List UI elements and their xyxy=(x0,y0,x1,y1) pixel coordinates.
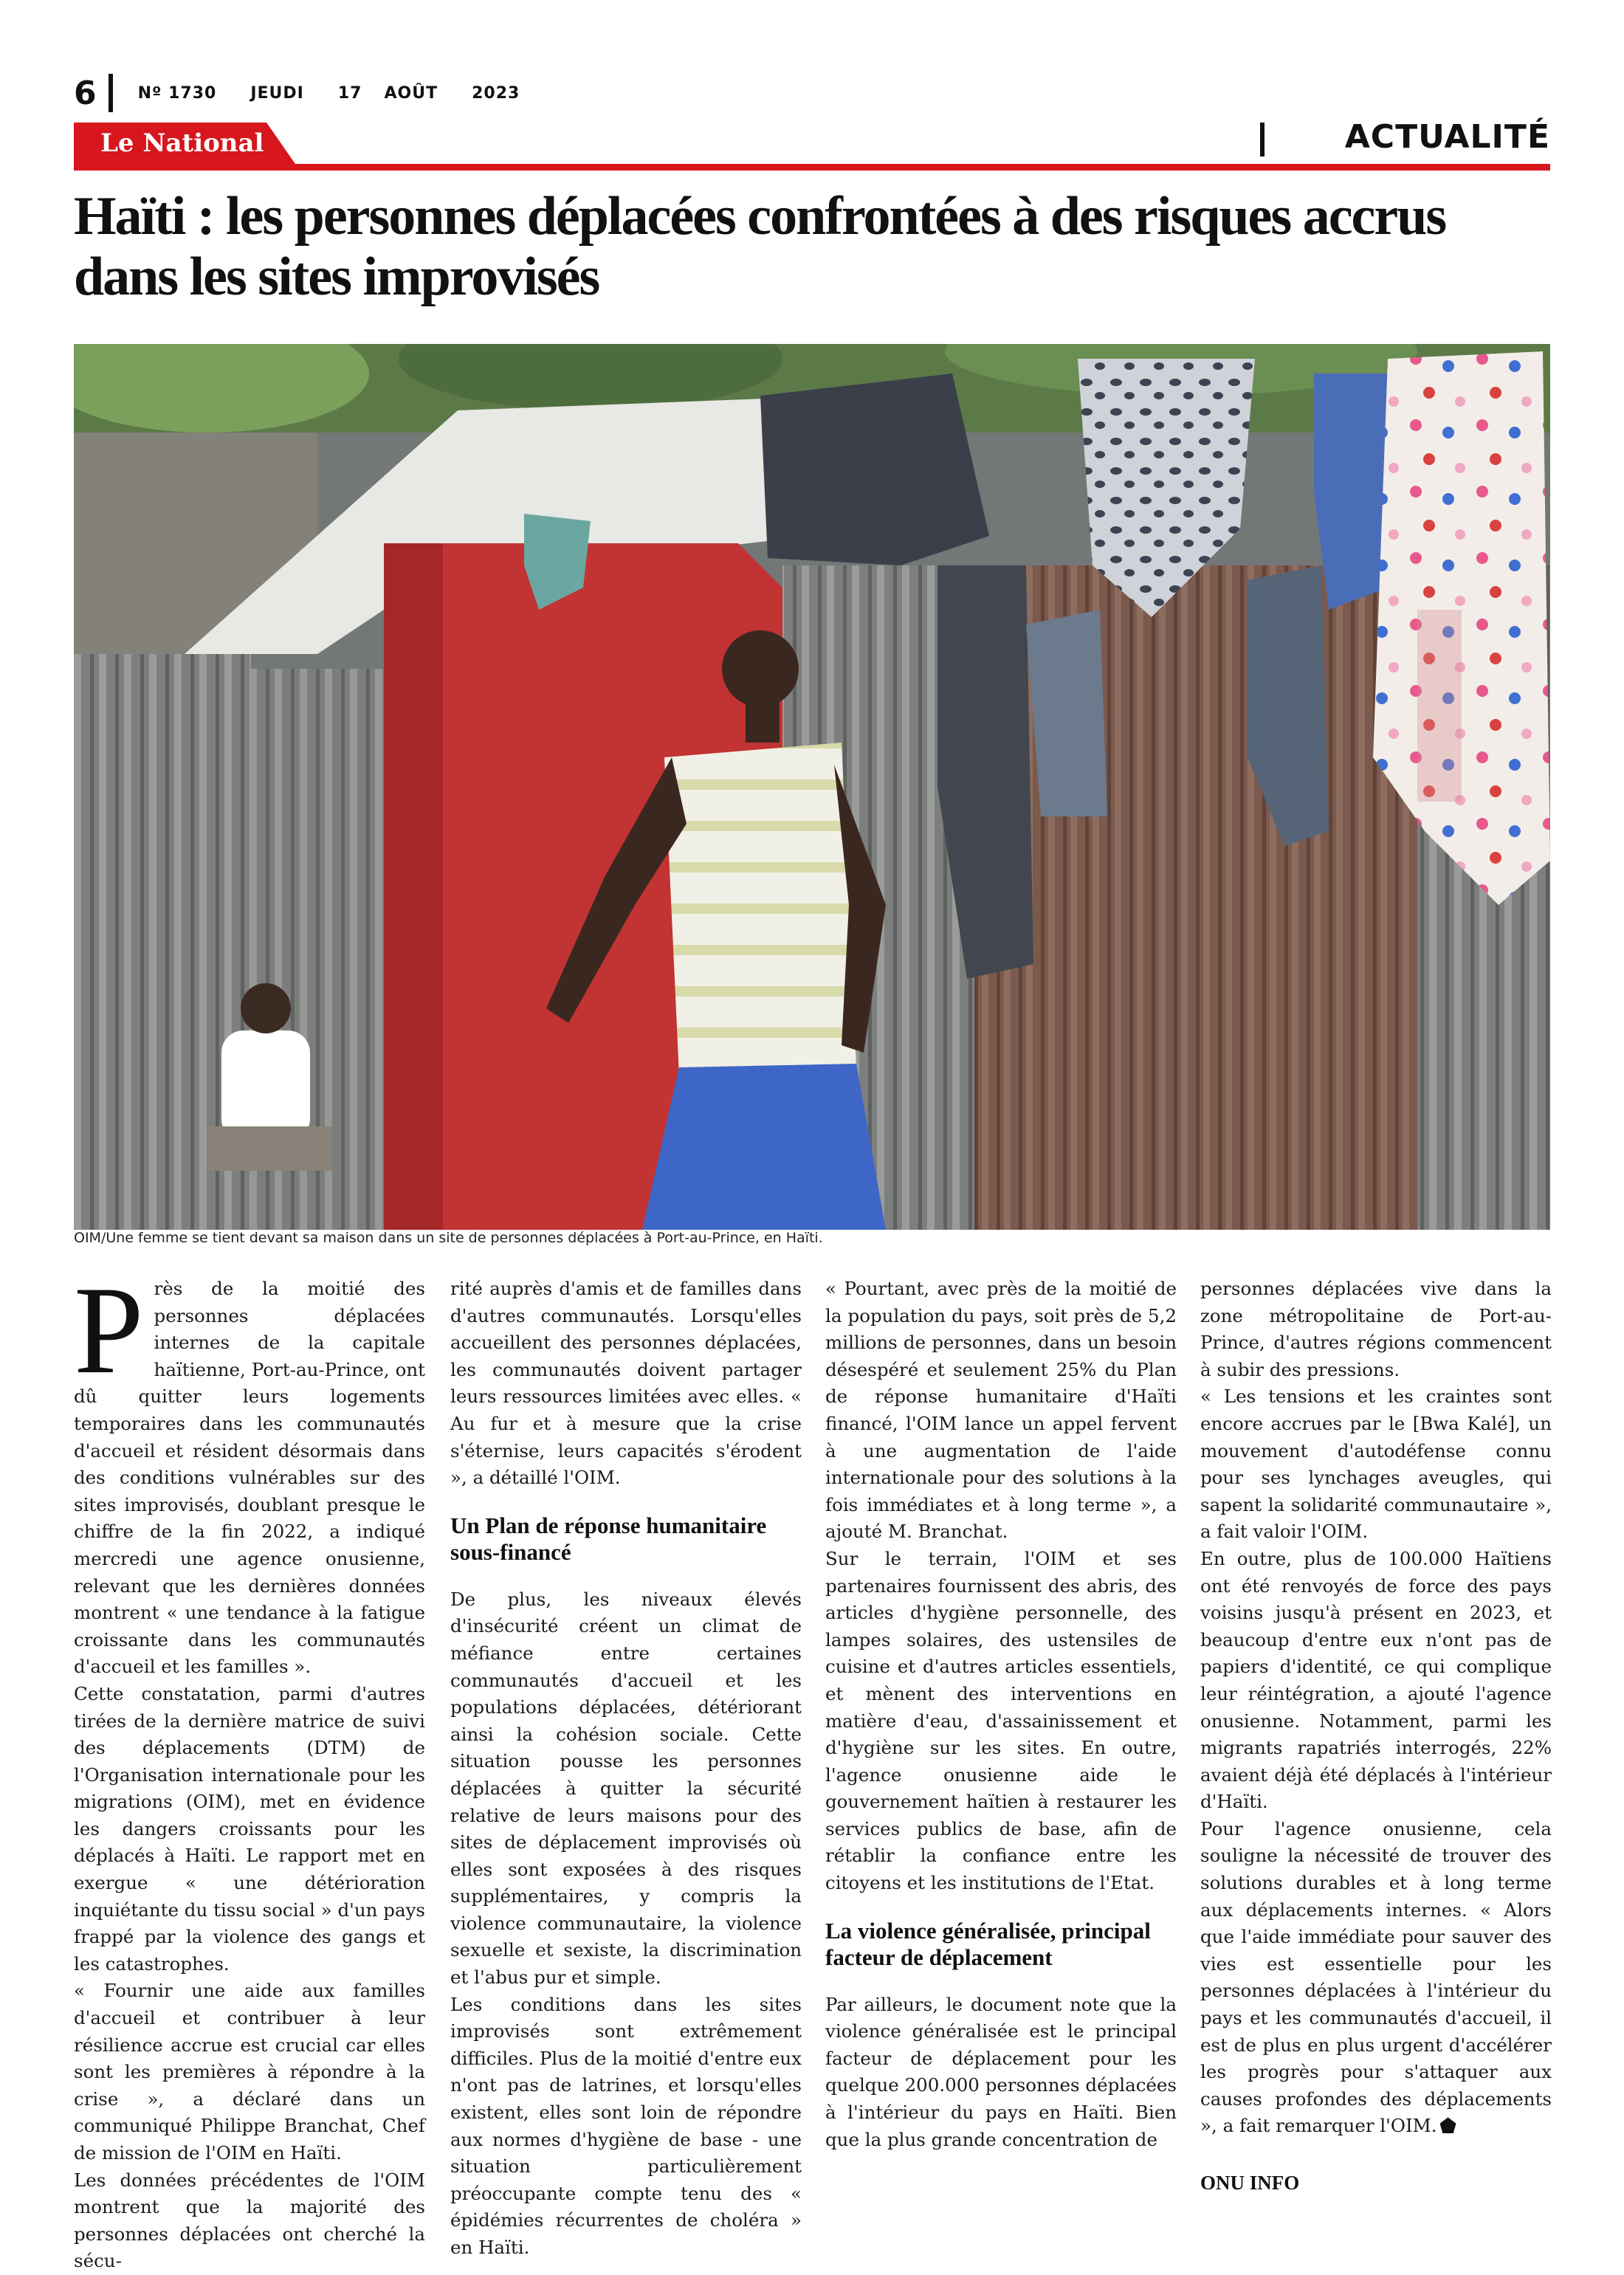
paragraph-with-endmark xyxy=(1200,1816,1552,2140)
paragraph: rité auprès d'amis et de familles dans d'autres communautés. Lorsqu'elles accueillent des personnes déplacées, les communautés doivent partager leurs ressources limitées avec elles. « Au fur et à mesure que la crise s'éternise, leurs capacités s'érodent », a détaillé l'OIM. xyxy=(450,1278,802,1489)
article-column-4 xyxy=(1200,1276,1552,2197)
article-column-2 xyxy=(450,1276,802,2262)
page-number: 6 xyxy=(74,74,97,112)
issue-day: 17 xyxy=(337,83,362,103)
article-photo xyxy=(74,344,1550,1230)
subheading: Un Plan de réponse humanitaire sous-financé xyxy=(450,1512,767,1565)
article-source: ONU INFO xyxy=(1200,2172,1300,2194)
article-headline: Haïti : les personnes déplacées confrontées à des risques accrus dans les sites improvisés xyxy=(74,186,1446,307)
paragraph: Sur le terrain, l'OIM et ses partenaires fournissent des abris, des articles d'hygiène personnelle, des lampes solaires, des ustensiles de cuisine et d'autres articles essentiels, et mènent des interventions en matière d'eau, d'assainissement et d'hygiène sur les sites. En outre, l'agence onusienne aide le gouvernement haïtien à restaurer les services publics de base, afin de rétablir la confiance entre les citoyens et les institutions de l'Etat. xyxy=(825,1547,1177,1894)
paragraph: rès de la moitié des personnes déplacées internes de la capitale haïtienne, Port-au-Prince, ont dû quitter leurs logements temporaires dans les communautés d'accueil et résident désormais dans des conditions vulnérables sur des sites improvisés, doublant presque le chiffre de la fin 2022, a indiqué mercredi une agence onusienne, relevant que les dernières données montrent « une tendance à la fatigue croissante dans les communautés d'accueil et les familles ». xyxy=(74,1278,425,1678)
paragraph: « Fournir une aide aux familles d'accueil et contribuer à leur résilience accrue est crucial car elles sont les premières à répondre à la crise », a déclaré dans un communiqué Philippe Branchat, Chef de mission de l'OIM en Haïti. xyxy=(74,1980,425,2164)
header-divider xyxy=(109,74,113,112)
paragraph: « Les tensions et les craintes sont encore accrues par le [Bwa Kalé], un mouvement d'autodéfense connu pour ses lynchages aveugles, qui sapent la solidarité communautaire », a fait valoir l'OIM. xyxy=(1200,1386,1552,1543)
issue-number: Nº 1730 xyxy=(137,83,217,103)
paragraph-text: Pour l'agence onusienne, cela souligne la nécessité de trouver des solutions durables et à long terme aux déplacements internes. « Alors que l'aide immédiate pour sauver des vies est essentielle pour les personnes déplacées à l'intérieur du pays et les communautés d'accueil, il est de plus en plus urgent d'accélérer les progrès pour s'attaquer aux causes profondes des déplacements », a fait remarquer l'OIM. xyxy=(1200,1817,1552,2137)
paragraph: Les données précédentes de l'OIM montrent que la majorité des personnes déplacées ont cherché la sécu- xyxy=(74,2169,425,2272)
brand-name: Le National xyxy=(100,128,264,158)
paragraph: « Pourtant, avec près de la moitié de la population du pays, soit près de 5,2 millions de personnes, dans un besoin désespéré et seulement 25% du Plan de réponse humanitaire d'Haïti financé, l'OIM lance un appel fervent à une augmentation de l'aide internationale pour des solutions à la fois immédiates et à long terme », a ajouté M. Branchat. xyxy=(825,1278,1177,1543)
issue-month: AOÛT xyxy=(384,83,438,103)
subheading: La violence généralisée, principal facteur de déplacement xyxy=(825,1917,1151,1970)
paragraph: Par ailleurs, le document note que la violence généralisée est le principal facteur de déplacement pour les quelque 200.000 personnes déplacées à l'intérieur du pays en Haïti. Bien que la plus grande concentration de xyxy=(825,1993,1177,2150)
article-column-3 xyxy=(825,1276,1177,2153)
article-column-1 xyxy=(74,1261,425,2275)
header-rule xyxy=(74,164,1550,171)
drop-cap: P xyxy=(74,1261,144,1400)
paragraph: personnes déplacées vive dans la zone métropolitaine de Port-au-Prince, d'autres régions commencent à subir des pressions. xyxy=(1200,1278,1552,1380)
paragraph: Cette constatation, parmi d'autres tirées de la dernière matrice de suivi des déplacements (DTM) de l'Organisation internationale pour les migrations (OIM), met en évidence les dangers croissants pour les déplacés à Haïti. Le rapport met en exergue « une détérioration inquiétante du tissu social » d'un pays frappé par la violence des gangs et les catastrophes. xyxy=(74,1682,425,1975)
paragraph: En outre, plus de 100.000 Haïtiens ont été renvoyés de force des pays voisins jusqu'à présent en 2023, et beaucoup d'entre eux n'ont pas de papiers d'identité, ce qui complique leur réintégration, a ajouté l'agence onusienne. Notamment, parmi les migrants rapatriés interrogés, 22% avaient déjà été déplacés à l'intérieur d'Haïti. xyxy=(1200,1547,1552,1813)
issue-year: 2023 xyxy=(472,83,520,103)
section-label: ACTUALITÉ xyxy=(1344,118,1550,156)
paragraph: Les conditions dans les sites improvisés sont extrêmement difficiles. Plus de la moitié d'entre eux n'ont pas de latrines, et lorsqu'elles existent, elles sont loin de répondre aux normes d'hygiène de base - une situation particulièrement préoccupante compte tenu des « épidémies récurrentes de choléra » en Haïti. xyxy=(450,1993,802,2258)
section-divider xyxy=(1260,123,1265,156)
page-header xyxy=(74,71,554,115)
issue-weekday: JEUDI xyxy=(250,83,304,103)
paragraph: De plus, les niveaux élevés d'insécurité créent un climat de méfiance entre certaines communautés d'accueil et les populations déplacées, détériorant ainsi la cohésion sociale. Cette situation pousse les personnes déplacées à quitter la sécurité relative de leurs maisons pour des sites de déplacement improvisés où elles sont exposées à des risques supplémentaires, y compris la violence communautaire, la violence sexuelle et sexiste, la discrimination et l'abus pur et simple. xyxy=(450,1588,802,1989)
photo-caption: OIM/Une femme se tient devant sa maison dans un site de personnes déplacées à Port-au-Prince, en Haïti. xyxy=(74,1230,823,1246)
end-mark-icon xyxy=(1440,2117,1456,2133)
